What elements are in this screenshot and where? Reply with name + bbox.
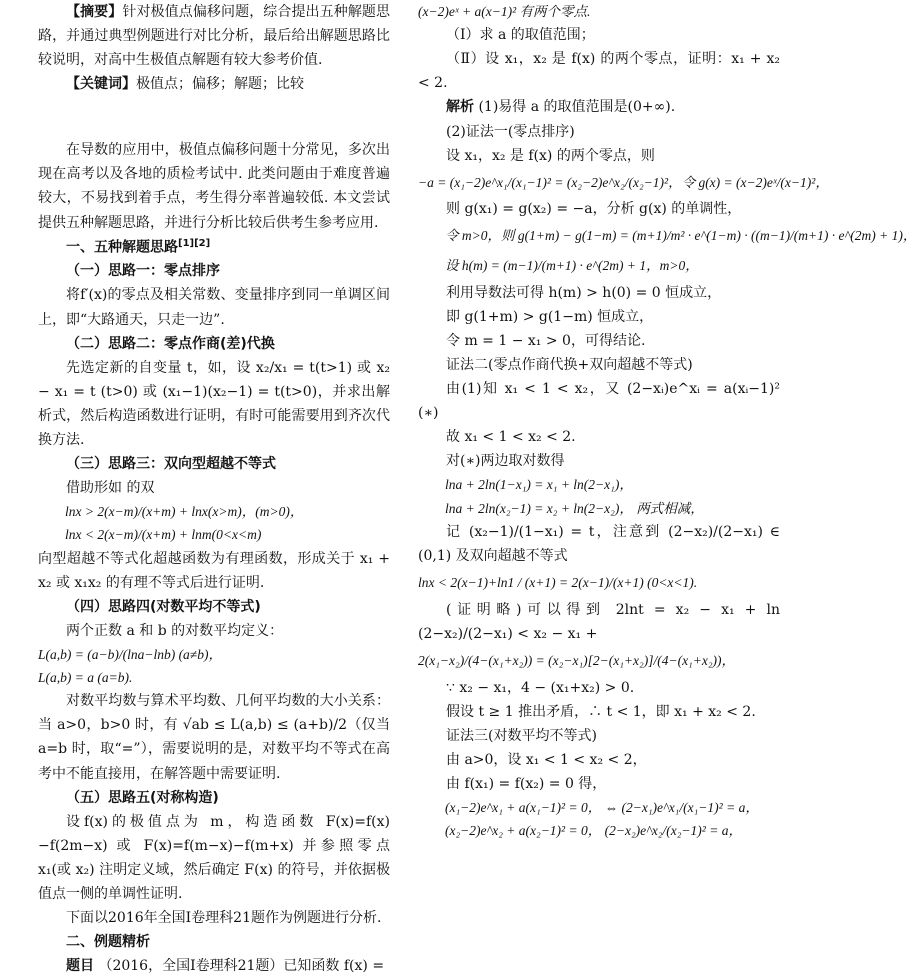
proof1-formula-1: −a = (x₁−2)e^x₁/(x₁−1)² = (x₂−2)e^x₂/(x₂−1)²，令 g(x) = (x−2)eˣ/(x−1)²，: [418, 174, 829, 190]
proof1-title: (2)证法一(零点排序): [446, 123, 575, 140]
abstract-label: 【摘要】: [66, 4, 123, 20]
proof1-formula-2: 令 m>0，则 g(1+m) − g(1−m) = (m+1)/m² · e^(1−m) · ((m−1)/(m+1) · e^(2m) + 1)，: [445, 228, 916, 244]
keywords: [38, 72, 390, 96]
idea2-title: （二）思路二：零点作商(差)代换: [66, 335, 275, 352]
idea5-title: （五）思路五(对称构造): [66, 789, 219, 806]
proof2-line-4: 记 (x₂−1)/(1−x₁) = t，注意到 (2−x₂)/(2−x₁) ∈ (0,1) 及双向超越不等式: [418, 523, 780, 564]
idea3-lead-text: 借助形如: [66, 480, 122, 497]
problem-continued: (x−2)eˣ + a(x−1)² 有两个零点.: [418, 4, 591, 19]
abstract-text: 针对极值点偏移问题，综合提出五种解题思路，并通过典型例题进行对比分析，最后给出解题思路比较说明，对高中生极值点解题有较大参考价值.: [38, 4, 391, 69]
idea4-title: （四）思路四(对数平均不等式): [66, 598, 261, 615]
question-1: （Ⅰ）求 a 的取值范围；: [446, 27, 595, 44]
right-column: [418, 0, 916, 842]
problem-label: 题目: [66, 958, 94, 975]
proof1-line-3: 利用导数法可得 h(m) > h(0) = 0 恒成立，: [446, 284, 722, 301]
bridge-sentence: 下面以2016年全国Ⅰ卷理科21题作为例题进行分析.: [66, 910, 382, 927]
keywords-label: 【关键词】: [66, 76, 136, 93]
left-column: [38, 0, 390, 978]
idea1-text: 将f′(x)的零点及相关常数、变量排序到同一单调区间上，即“大路通天，只走一边”.: [38, 287, 390, 328]
section1-ref: [1][2]: [178, 237, 211, 249]
solution-label: 解析: [446, 99, 474, 116]
idea3-formula-1: lnx > 2(x−m)/(x+m) + lnx(x>m)，(m>0)，: [65, 504, 304, 520]
solution-1: [418, 95, 780, 119]
proof2-line-5: (证明略)可以得到 2lnt = x₂ − x₁ + ln (2−x₂)/(2−x₁) < x₂ − x₁ +: [418, 601, 780, 642]
proof2-title: 证法二(零点作商代换+双向超越不等式): [446, 357, 693, 374]
solution-1-text: (1)易得 a 的取值范围是(0+∞).: [478, 99, 676, 116]
spacer: [38, 96, 390, 138]
idea4-formula-1: L(a,b) = (a−b)/(lna−lnb) (a≠b)，: [38, 646, 222, 662]
proof2-line-3: 对(∗)两边取对数得: [446, 453, 565, 470]
idea3-formula-2: lnx < 2(x−m)/(x+m) + lnm(0<x<m): [65, 527, 262, 543]
proof3-formula-4: (2−x₂)e^x₂/(x₂−1)² = a，: [604, 823, 742, 839]
section1-title-text: 一、五种解题思路: [66, 239, 178, 256]
question-2: （Ⅱ）设 x₁，x₂ 是 f(x) 的两个零点，证明：x₁ + x₂ < 2.: [418, 51, 780, 92]
proof3-line-1: 由 a>0，设 x₁ < 1 < x₂ < 2，: [446, 751, 647, 768]
proof2-formula-2-text: lna + 2ln(x₂−1) = x₂ + ln(2−x₂)，: [445, 500, 633, 516]
idea4-lead: 两个正数 a 和 b 的对数平均定义：: [66, 622, 284, 639]
proof3-iff: ⇔: [604, 799, 619, 815]
proof3-formula-3: (2−x₁)e^x₁/(x₁−1)² = a，: [621, 799, 759, 815]
idea4-formula-2: L(a,b) = a (a=b).: [38, 670, 133, 686]
proof2-formula-4: 2(x₁−x₂)/(4−(x₁+x₂)) = (x₂−x₁)[2−(x₁+x₂)]/(4−(x₁+x₂))，: [418, 652, 736, 668]
idea1-title: （一）思路一：零点排序: [66, 263, 220, 280]
proof3-formula-2-text: (x₂−2)e^x₂ + a(x₂−1)² = 0，: [445, 823, 602, 839]
problem-statement: [38, 954, 390, 978]
problem-text: （2016，全国Ⅰ卷理科21题）已知函数 f(x) =: [98, 958, 385, 975]
proof1-line-5: 令 m = 1 − x₁ > 0，可得结论.: [446, 332, 646, 349]
proof2-subtract: 两式相减，: [636, 500, 704, 516]
proof2-formula-2: [418, 497, 780, 520]
abstract: [38, 0, 390, 72]
idea3-title: （三）思路三：双向型超越不等式: [66, 455, 276, 472]
intro-paragraph: 在导数的应用中，极值点偏移问题十分常见，多次出现在高考以及各地的质检考试中. 此类问题由于难度普遍较大，不易找到着手点，考生得分率普遍较低. 本文尝试提供五种解题思路，并进行分析比较后供考生参考应用.: [38, 142, 390, 231]
idea4-text: 对数平均数与算术平均数、几何平均数的大小关系：当 a>0，b>0 时，有 √ab ≤ L(a,b) ≤ (a+b)/2（仅当 a=b 时，取“=”），需要说明的是，对数平均不等式在高考中不能直接用，在解答题中需要证明.: [38, 693, 390, 782]
proof1-formula-3: 设 h(m) = (m−1)/(m+1) · e^(2m) + 1，m>0，: [445, 258, 699, 274]
proof3-line-2: 由 f(x₁) = f(x₂) = 0 得，: [446, 775, 607, 792]
idea3-tail: 的双: [126, 480, 155, 497]
proof2-formula-3: lnx < 2(x−1)+ln1 / (x+1) = 2(x−1)/(x+1) (0<x<1).: [418, 575, 698, 591]
idea2-text: 先选定新的自变量 t，如，设 x₂/x₁ = t(t>1) 或 x₂ − x₁ = t (t>0) 或 (x₁−1)(x₂−1) = t(t>0)，并求出解析式，然后构造函数进行证明，有时可能需要用到齐次代换方法.: [38, 359, 390, 448]
proof3-formula-1: [418, 796, 780, 819]
section1-title: [38, 235, 390, 260]
proof2-line-6: ∵ x₂ − x₁，4 − (x₁+x₂) > 0.: [446, 679, 635, 696]
proof3-formula-2: [418, 819, 780, 842]
idea3-lead: [38, 476, 390, 500]
section2-title: 二、例题精析: [66, 934, 150, 951]
idea3-text: 向型超越不等式化超越函数为有理函数，形成关于 x₁ + x₂ 或 x₁x₂ 的有理不等式后进行证明.: [38, 550, 390, 591]
proof2-line-1: [418, 377, 780, 425]
proof3-title: 证法三(对数平均不等式): [446, 727, 597, 744]
proof2-line-1-text: 由(1)知 x₁ < 1 < x₂，又 (2−xᵢ)e^xᵢ = a(xᵢ−1)²: [446, 381, 780, 398]
proof3-formula-1-text: (x₁−2)e^x₁ + a(x₁−1)² = 0，: [445, 799, 602, 815]
proof1-line-1: 设 x₁，x₂ 是 f(x) 的两个零点，则: [446, 147, 655, 164]
proof1-line-4: 即 g(1+m) > g(1−m) 恒成立，: [446, 308, 654, 325]
proof2-line-2: 故 x₁ < 1 < x₂ < 2.: [446, 429, 576, 446]
proof2-line-7: 假设 t ≥ 1 推出矛盾，∴ t < 1，即 x₁ + x₂ < 2.: [446, 703, 756, 720]
proof2-formula-1: lna + 2ln(1−x₁) = x₁ + ln(2−x₁)，: [445, 477, 633, 493]
proof2-star: (∗): [418, 405, 439, 422]
idea5-text: 设f(x)的极值点为 m，构造函数 F(x)=f(x)−f(2m−x) 或 F(x)=f(m−x)−f(m+x) 并参照零点 x₁(或 x₂) 注明定义域，然后确定 F(x) 的符号，并依据极值点一侧的单调性证明.: [38, 813, 390, 902]
proof1-line-2: 则 g(x₁) = g(x₂) = −a，分析 g(x) 的单调性，: [446, 201, 742, 218]
keywords-text: 极值点；偏移；解题；比较: [136, 76, 304, 93]
